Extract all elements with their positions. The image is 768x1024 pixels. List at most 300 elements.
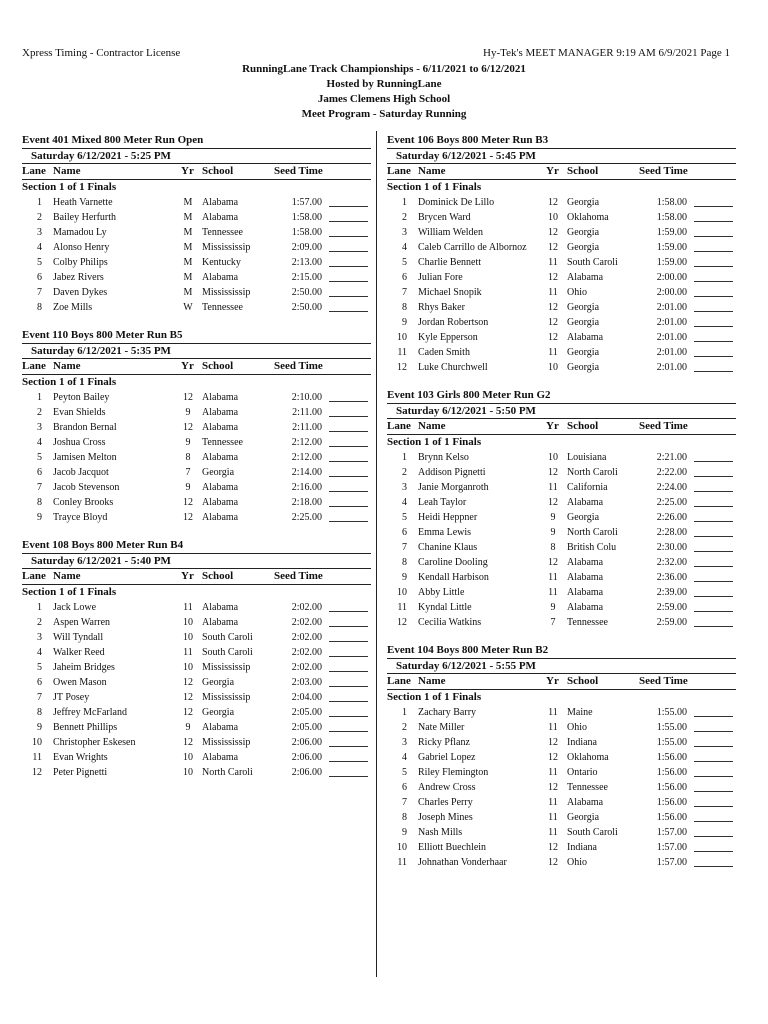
result-blank-line <box>694 326 733 327</box>
result-blank-line <box>694 551 733 552</box>
entry-lane: 8 <box>402 812 407 823</box>
result-blank-line <box>694 536 733 537</box>
entry-school: Maine <box>567 707 593 718</box>
entry-seed-time: 2:05.00 <box>291 722 322 733</box>
entry-row <box>22 630 371 645</box>
entry-lane: 4 <box>402 242 407 253</box>
entry-lane: 6 <box>402 272 407 283</box>
entry-seed-time: 2:21.00 <box>656 452 687 463</box>
entry-school: Georgia <box>202 467 235 478</box>
entry-school: North Caroli <box>567 467 618 478</box>
entry-school: Georgia <box>567 227 600 238</box>
entry-seed-time: 2:11.00 <box>292 422 322 433</box>
entry-seed-time: 2:16.00 <box>291 482 322 493</box>
entry-name: Addison Pignetti <box>418 467 486 478</box>
section-label: Section 1 of 1 Finals <box>387 179 736 195</box>
entry-name: Brandon Bernal <box>53 422 117 433</box>
entry-name: Walker Reed <box>53 647 105 658</box>
entry-school: Alabama <box>202 407 239 418</box>
entry-year: 9 <box>185 437 191 448</box>
result-blank-line <box>329 641 368 642</box>
entry-year: 9 <box>185 722 191 733</box>
result-blank-line <box>694 266 733 267</box>
entry-name: Christopher Eskesen <box>53 737 136 748</box>
entry-name: Alonso Henry <box>53 242 110 253</box>
entry-school: North Caroli <box>202 767 253 778</box>
entry-name: Bennett Phillips <box>53 722 118 733</box>
entry-lane: 10 <box>397 587 407 598</box>
column-header-seed-time: Seed Time <box>274 360 323 372</box>
entry-seed-time: 2:01.00 <box>656 302 687 313</box>
entry-year: 12 <box>183 497 193 508</box>
entry-row <box>387 840 736 855</box>
entry-seed-time: 2:09.00 <box>291 242 322 253</box>
entry-year: 10 <box>548 452 558 463</box>
entry-name: Zoe Mills <box>53 302 93 313</box>
meet-host: Hosted by RunningLane <box>326 78 442 90</box>
entry-school: Alabama <box>202 512 239 523</box>
result-blank-line <box>694 611 733 612</box>
entry-seed-time: 1:55.00 <box>656 707 687 718</box>
result-blank-line <box>329 716 368 717</box>
entry-row <box>387 585 736 600</box>
entry-seed-time: 2:12.00 <box>291 452 322 463</box>
entry-name: Peyton Bailey <box>53 392 110 403</box>
entry-school: Alabama <box>567 587 604 598</box>
entry-name: Brycen Ward <box>418 212 471 223</box>
entry-year: 12 <box>548 317 558 328</box>
entry-school: Alabama <box>202 422 239 433</box>
entry-year: 12 <box>183 677 193 688</box>
entry-lane: 6 <box>402 782 407 793</box>
result-blank-line <box>694 506 733 507</box>
entry-lane: 6 <box>402 527 407 538</box>
result-blank-line <box>694 761 733 762</box>
entry-lane: 2 <box>402 722 407 733</box>
entry-school: Alabama <box>202 497 239 508</box>
result-blank-line <box>694 581 733 582</box>
entry-seed-time: 2:15.00 <box>291 272 322 283</box>
entry-name: Michael Snopik <box>418 287 482 298</box>
entry-row <box>387 555 736 570</box>
entry-row <box>387 720 736 735</box>
entry-year: 11 <box>548 287 558 298</box>
column-header-lane: Lane <box>387 420 411 432</box>
entry-seed-time: 2:02.00 <box>291 617 322 628</box>
entry-name: Nash Mills <box>418 827 463 838</box>
column-header-school: School <box>567 420 599 432</box>
entry-year: 12 <box>548 197 558 208</box>
entry-seed-time: 2:32.00 <box>656 557 687 568</box>
entry-year: 12 <box>548 467 558 478</box>
result-blank-line <box>329 431 368 432</box>
entry-name: Brynn Kelso <box>418 452 469 463</box>
entry-school: Alabama <box>567 332 604 343</box>
entry-year: 12 <box>548 302 558 313</box>
entry-name: Aspen Warren <box>53 617 111 628</box>
entry-school: Georgia <box>567 812 600 823</box>
entry-lane: 7 <box>402 287 407 298</box>
entry-row <box>22 390 371 405</box>
entry-row <box>22 285 371 300</box>
event-block <box>22 328 371 525</box>
entry-seed-time: 2:25.00 <box>656 497 687 508</box>
entry-lane: 11 <box>397 347 407 358</box>
entry-lane: 2 <box>37 617 42 628</box>
entry-school: Georgia <box>567 302 600 313</box>
result-blank-line <box>694 716 733 717</box>
entry-row <box>22 750 371 765</box>
section-label: Section 1 of 1 Finals <box>387 689 736 705</box>
entry-lane: 1 <box>402 707 407 718</box>
entry-row <box>387 330 736 345</box>
entry-school: Ohio <box>567 857 587 868</box>
entry-lane: 5 <box>402 512 407 523</box>
event-block <box>22 538 371 780</box>
entry-year: W <box>183 302 193 313</box>
entry-school: South Caroli <box>567 257 618 268</box>
column-headers <box>387 674 736 689</box>
entry-name: Riley Flemington <box>418 767 489 778</box>
entry-name: Jack Lowe <box>53 602 97 613</box>
entry-year: 12 <box>183 512 193 523</box>
entry-name: Daven Dykes <box>53 287 108 298</box>
entry-seed-time: 1:59.00 <box>656 257 687 268</box>
result-blank-line <box>329 461 368 462</box>
entry-school: Tennessee <box>567 782 608 793</box>
event-date: Saturday 6/12/2021 - 5:40 PM <box>31 555 171 567</box>
entry-lane: 1 <box>37 602 42 613</box>
column-header-school: School <box>202 360 234 372</box>
entry-name: Ricky Pflanz <box>418 737 470 748</box>
entry-seed-time: 2:02.00 <box>291 647 322 658</box>
entry-seed-time: 1:59.00 <box>656 227 687 238</box>
result-blank-line <box>694 311 733 312</box>
result-blank-line <box>694 206 733 207</box>
entry-seed-time: 2:14.00 <box>291 467 322 478</box>
entry-row <box>387 600 736 615</box>
section-label: Section 1 of 1 Finals <box>22 584 371 600</box>
result-blank-line <box>694 221 733 222</box>
entry-row <box>387 255 736 270</box>
entry-seed-time: 2:02.00 <box>291 662 322 673</box>
result-blank-line <box>329 266 368 267</box>
column-header-name: Name <box>53 165 81 177</box>
entry-seed-time: 2:06.00 <box>291 737 322 748</box>
entry-row <box>387 225 736 240</box>
entry-lane: 9 <box>402 317 407 328</box>
entry-seed-time: 1:56.00 <box>656 767 687 778</box>
column-header-name: Name <box>53 570 81 582</box>
column-headers <box>22 164 371 179</box>
entry-lane: 7 <box>37 482 42 493</box>
entry-lane: 7 <box>402 797 407 808</box>
entry-name: Caden Smith <box>418 347 470 358</box>
entry-seed-time: 2:10.00 <box>291 392 322 403</box>
entry-row <box>387 855 736 870</box>
entry-lane: 11 <box>32 752 42 763</box>
result-blank-line <box>694 821 733 822</box>
column-header-name: Name <box>53 360 81 372</box>
result-blank-line <box>694 851 733 852</box>
entry-lane: 4 <box>402 752 407 763</box>
entry-year: 12 <box>183 707 193 718</box>
entry-year: 12 <box>183 737 193 748</box>
entry-lane: 3 <box>402 482 407 493</box>
column-header-name: Name <box>418 420 446 432</box>
entry-seed-time: 2:12.00 <box>291 437 322 448</box>
entry-school: Georgia <box>567 242 600 253</box>
entry-year: 7 <box>550 617 556 628</box>
meet-title: RunningLane Track Championships - 6/11/2021 to 6/12/2021 <box>242 63 526 75</box>
entry-row <box>387 780 736 795</box>
entry-name: Rhys Baker <box>418 302 465 313</box>
entry-row <box>22 300 371 315</box>
result-blank-line <box>329 296 368 297</box>
entry-year: 8 <box>185 452 191 463</box>
entry-year: 9 <box>185 407 191 418</box>
entry-lane: 2 <box>37 407 42 418</box>
entry-seed-time: 1:56.00 <box>656 812 687 823</box>
entry-seed-time: 2:01.00 <box>656 317 687 328</box>
event-block <box>387 643 736 870</box>
entry-row <box>387 450 736 465</box>
entry-lane: 11 <box>397 602 407 613</box>
entry-row <box>387 615 736 630</box>
entry-school: Georgia <box>567 197 600 208</box>
entry-school: Ohio <box>567 287 587 298</box>
entry-lane: 1 <box>37 197 42 208</box>
entry-seed-time: 1:57.00 <box>291 197 322 208</box>
entry-lane: 2 <box>402 212 407 223</box>
entry-lane: 10 <box>397 842 407 853</box>
entry-row <box>22 675 371 690</box>
column-header-yr: Yr <box>546 420 559 432</box>
entry-name: Jabez Rivers <box>53 272 104 283</box>
column-header-yr: Yr <box>546 675 559 687</box>
column-header-yr: Yr <box>181 570 194 582</box>
entry-seed-time: 2:25.00 <box>291 512 322 523</box>
entry-school: Missississip <box>202 662 251 673</box>
entry-row <box>387 510 736 525</box>
entry-school: Indiana <box>567 737 597 748</box>
entry-name: Heidi Heppner <box>418 512 478 523</box>
entry-row <box>387 195 736 210</box>
entry-year: M <box>183 287 193 298</box>
entry-name: Gabriel Lopez <box>418 752 476 763</box>
entry-year: 12 <box>548 227 558 238</box>
column-divider <box>376 131 377 977</box>
result-blank-line <box>329 491 368 492</box>
entry-year: M <box>183 272 193 283</box>
entry-name: Charlie Bennett <box>418 257 482 268</box>
result-blank-line <box>694 371 733 372</box>
entry-row <box>387 825 736 840</box>
entry-row <box>22 645 371 660</box>
entry-seed-time: 2:26.00 <box>656 512 687 523</box>
entry-school: Ontario <box>567 767 598 778</box>
entry-school: Alabama <box>202 212 239 223</box>
result-blank-line <box>329 611 368 612</box>
entry-lane: 12 <box>397 617 407 628</box>
entry-year: 10 <box>183 662 193 673</box>
entry-year: 11 <box>548 347 558 358</box>
entry-name: Owen Mason <box>53 677 107 688</box>
entry-seed-time: 2:01.00 <box>656 332 687 343</box>
entry-school: Missississip <box>202 242 251 253</box>
entry-row <box>387 345 736 360</box>
entry-row <box>387 570 736 585</box>
entry-row <box>387 270 736 285</box>
entry-row <box>22 255 371 270</box>
entry-year: 12 <box>548 752 558 763</box>
entry-year: 12 <box>548 497 558 508</box>
result-blank-line <box>694 776 733 777</box>
entry-row <box>387 360 736 375</box>
entry-row <box>387 465 736 480</box>
entry-name: Nate Miller <box>418 722 465 733</box>
entry-seed-time: 2:06.00 <box>291 752 322 763</box>
entry-name: Caroline Dooling <box>418 557 488 568</box>
entry-seed-time: 2:03.00 <box>291 677 322 688</box>
entry-seed-time: 2:13.00 <box>291 257 322 268</box>
entry-row <box>387 750 736 765</box>
result-blank-line <box>694 806 733 807</box>
entry-lane: 5 <box>402 257 407 268</box>
entry-seed-time: 2:04.00 <box>291 692 322 703</box>
result-blank-line <box>694 566 733 567</box>
entry-row <box>22 765 371 780</box>
column-header-lane: Lane <box>22 165 46 177</box>
result-blank-line <box>329 731 368 732</box>
entry-year: M <box>183 212 193 223</box>
entry-lane: 5 <box>37 452 42 463</box>
entry-row <box>22 705 371 720</box>
entry-lane: 1 <box>37 392 42 403</box>
section-label: Section 1 of 1 Finals <box>22 374 371 390</box>
result-blank-line <box>329 761 368 762</box>
entry-seed-time: 1:58.00 <box>656 197 687 208</box>
result-blank-line <box>329 281 368 282</box>
entry-seed-time: 2:11.00 <box>292 407 322 418</box>
entry-school: Alabama <box>567 497 604 508</box>
entry-lane: 12 <box>397 362 407 373</box>
entry-lane: 3 <box>402 737 407 748</box>
entry-lane: 3 <box>37 422 42 433</box>
event-date: Saturday 6/12/2021 - 5:25 PM <box>31 150 171 162</box>
entry-school: Missississip <box>202 692 251 703</box>
entry-seed-time: 1:57.00 <box>656 857 687 868</box>
column-header-seed-time: Seed Time <box>639 165 688 177</box>
result-blank-line <box>329 311 368 312</box>
entry-year: 11 <box>548 722 558 733</box>
result-blank-line <box>329 686 368 687</box>
result-blank-line <box>694 626 733 627</box>
entry-seed-time: 1:56.00 <box>656 797 687 808</box>
entry-school: Georgia <box>202 707 235 718</box>
result-blank-line <box>329 656 368 657</box>
column-header-seed-time: Seed Time <box>274 165 323 177</box>
result-blank-line <box>694 521 733 522</box>
entry-row <box>22 270 371 285</box>
entry-seed-time: 1:58.00 <box>291 227 322 238</box>
entry-school: Tennessee <box>202 302 243 313</box>
entry-school: Tennessee <box>567 617 608 628</box>
entry-year: 12 <box>548 782 558 793</box>
column-header-name: Name <box>418 165 446 177</box>
entry-row <box>387 540 736 555</box>
column-header-lane: Lane <box>22 570 46 582</box>
entry-lane: 3 <box>37 632 42 643</box>
right-column <box>387 133 736 883</box>
entry-row <box>22 720 371 735</box>
entry-year: 9 <box>185 482 191 493</box>
entry-seed-time: 2:00.00 <box>656 272 687 283</box>
entry-year: 7 <box>185 467 191 478</box>
entry-lane: 8 <box>37 707 42 718</box>
entry-school: Georgia <box>567 347 600 358</box>
entry-row <box>22 600 371 615</box>
entry-lane: 10 <box>32 737 42 748</box>
entry-seed-time: 2:22.00 <box>656 467 687 478</box>
event-title: Event 106 Boys 800 Meter Run B3 <box>387 134 549 146</box>
entry-school: Louisiana <box>567 452 607 463</box>
entry-year: 11 <box>548 767 558 778</box>
result-blank-line <box>694 236 733 237</box>
entry-seed-time: 2:00.00 <box>656 287 687 298</box>
entry-name: Janie Morganroth <box>418 482 489 493</box>
entry-row <box>387 480 736 495</box>
entry-seed-time: 2:30.00 <box>656 542 687 553</box>
entry-year: 11 <box>548 797 558 808</box>
entry-seed-time: 2:01.00 <box>656 362 687 373</box>
entry-year: 9 <box>550 602 556 613</box>
entry-name: Zachary Barry <box>418 707 477 718</box>
column-header-yr: Yr <box>546 165 559 177</box>
entry-school: North Caroli <box>567 527 618 538</box>
column-header-school: School <box>567 675 599 687</box>
entry-year: 12 <box>183 392 193 403</box>
entry-name: Abby Little <box>418 587 465 598</box>
entry-seed-time: 2:50.00 <box>291 302 322 313</box>
entry-name: Jamisen Melton <box>53 452 117 463</box>
entry-name: William Welden <box>418 227 483 238</box>
column-header-lane: Lane <box>387 675 411 687</box>
result-blank-line <box>329 236 368 237</box>
entry-row <box>22 225 371 240</box>
entry-lane: 1 <box>402 197 407 208</box>
entry-row <box>22 615 371 630</box>
entry-lane: 5 <box>402 767 407 778</box>
entry-name: Johnathan Vonderhaar <box>418 857 507 868</box>
entry-year: 12 <box>183 692 193 703</box>
entry-lane: 8 <box>402 302 407 313</box>
entry-seed-time: 2:28.00 <box>656 527 687 538</box>
event-title: Event 401 Mixed 800 Meter Run Open <box>22 134 204 146</box>
column-header-yr: Yr <box>181 165 194 177</box>
entry-lane: 6 <box>37 467 42 478</box>
meet-program-title: Meet Program - Saturday Running <box>301 108 467 120</box>
entry-row <box>22 450 371 465</box>
entry-row <box>22 660 371 675</box>
event-date: Saturday 6/12/2021 - 5:45 PM <box>396 150 536 162</box>
entry-school: Alabama <box>567 797 604 808</box>
event-date: Saturday 6/12/2021 - 5:35 PM <box>31 345 171 357</box>
entry-row <box>22 465 371 480</box>
entry-lane: 8 <box>37 497 42 508</box>
column-headers <box>22 359 371 374</box>
entry-name: Evan Wrights <box>53 752 108 763</box>
